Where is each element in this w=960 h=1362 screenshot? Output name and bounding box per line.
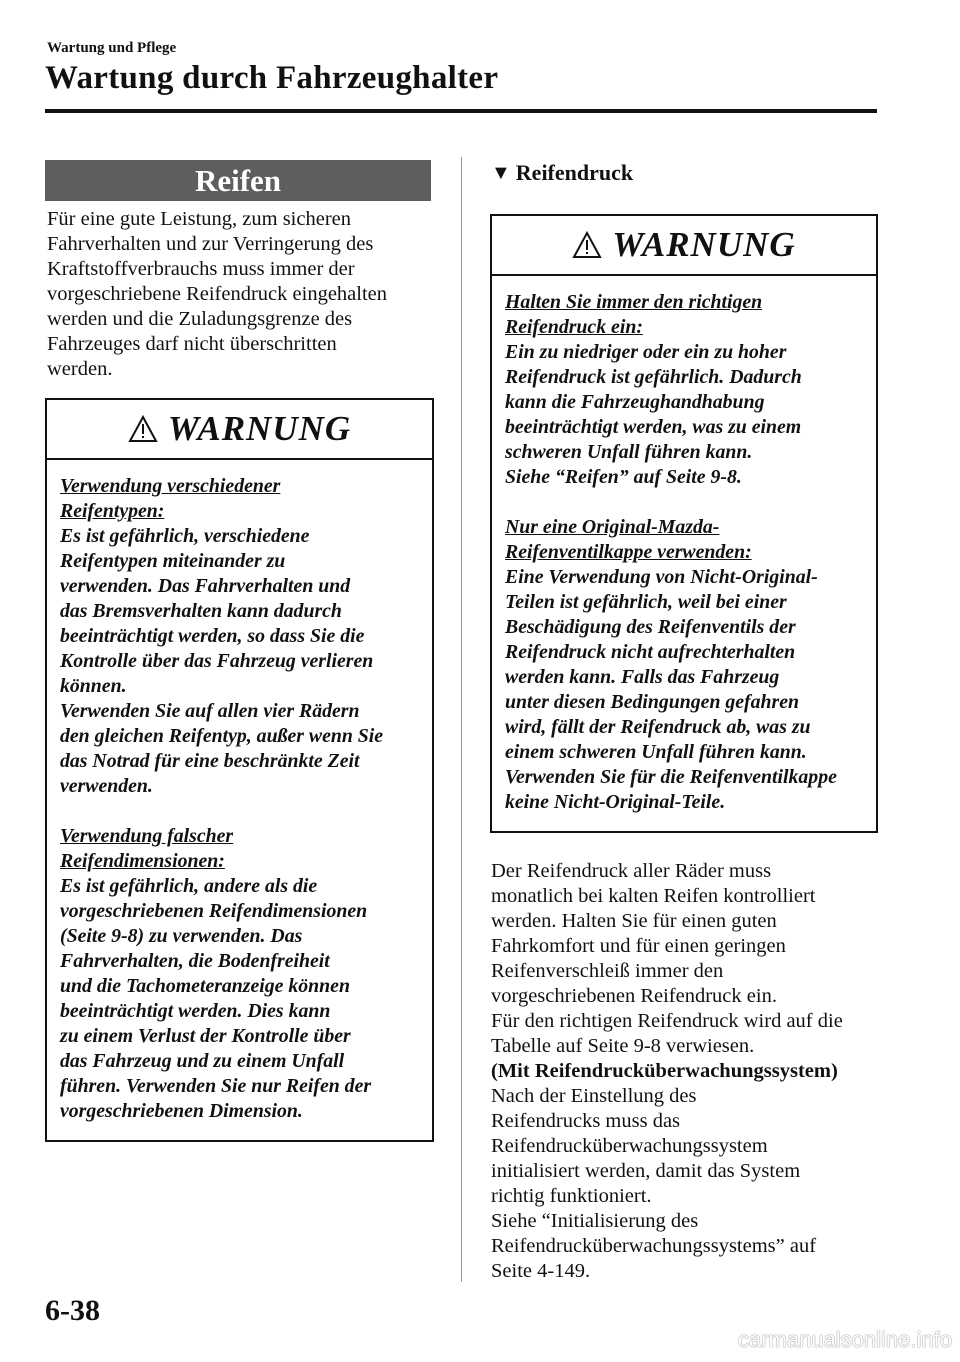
text-line: verwenden.	[60, 775, 153, 797]
text-line: das Notrad für eine beschränkte Zeit	[60, 750, 360, 772]
text-line: Tabelle auf Seite 9-8 verwiesen.	[491, 1035, 755, 1057]
text-line: Beschädigung des Reifenventils der	[505, 616, 796, 638]
text-line: werden und die Zuladungsgrenze des	[47, 308, 353, 330]
column-divider	[461, 157, 462, 1282]
text-line: (Seite 9-8) zu verwenden. Das	[60, 925, 303, 947]
text-line: Fahrverhalten und zur Verringerung des	[47, 233, 374, 255]
text-line: Für eine gute Leistung, zum sicheren	[47, 208, 351, 230]
warning-title: WARNUNG	[167, 409, 352, 448]
triangle-down-icon: ▼	[491, 161, 511, 184]
warning-paragraph	[60, 874, 422, 1124]
text-line: Es ist gefährlich, verschiedene	[60, 525, 310, 547]
tpms-heading: (Mit Reifendrucküberwachungssystem)	[491, 1060, 838, 1082]
warning-box-left	[45, 398, 434, 1142]
text-line: Reifendrucküberwachungssystem	[491, 1135, 768, 1157]
intro-paragraph	[47, 207, 433, 382]
text-line: und die Tachometeranzeige können	[60, 975, 350, 997]
text-line: Verwenden Sie für die Reifenventilkappe	[505, 766, 837, 788]
text-line: Fahrzeuges darf nicht überschritten	[47, 333, 337, 355]
text-line: führen. Verwenden Sie nur Reifen der	[60, 1075, 372, 1097]
text-line: initialisiert werden, damit das System	[491, 1160, 801, 1182]
section-label: Wartung und Pflege	[47, 40, 177, 56]
page-number: 6-38	[45, 1294, 100, 1327]
warning-subheading	[60, 824, 422, 874]
warning-body	[47, 460, 432, 1134]
text-line: Für den richtigen Reifendruck wird auf die	[491, 1010, 843, 1032]
text-line: vorgeschriebenen Reifendruck ein.	[491, 985, 777, 1007]
text-line: Reifendruck nicht aufrechterhalten	[505, 641, 796, 663]
text-line: verwenden. Das Fahrverhalten und	[60, 575, 351, 597]
section-heading-reifen: Reifen	[45, 160, 431, 201]
text-line: Reifendimensionen:	[60, 850, 225, 872]
text-line: Reifentypen miteinander zu	[60, 550, 286, 572]
tire-pressure-text	[491, 859, 881, 1284]
text-line: Fahrkomfort und für einen geringen	[491, 935, 786, 957]
text-line: Reifenventilkappe verwenden:	[505, 541, 752, 563]
text-line: Nach der Einstellung des	[491, 1085, 697, 1107]
text-line: Verwendung verschiedener	[60, 475, 281, 497]
text-line: das Fahrzeug und zu einem Unfall	[60, 1050, 345, 1072]
page-title: Wartung durch Fahrzeughalter	[45, 60, 499, 96]
text-line: vorgeschriebene Reifendruck eingehalten	[47, 283, 388, 305]
warning-title: WARNUNG	[612, 225, 796, 264]
warning-paragraph	[505, 565, 866, 815]
text-line: werden.	[47, 358, 113, 380]
text-line: Verwendung falscher	[60, 825, 234, 847]
text-line: Verwenden Sie auf allen vier Rädern	[60, 700, 360, 722]
subsection-heading	[491, 160, 633, 186]
warning-box-right	[490, 214, 878, 833]
text-line: den gleichen Reifentyp, außer wenn Sie	[60, 725, 384, 747]
body-paragraph	[491, 859, 881, 1059]
watermark: carmanualsonline.info	[737, 1327, 952, 1352]
warning-paragraph	[505, 340, 866, 490]
text-line: Reifenverschleiß immer den	[491, 960, 724, 982]
text-line: monatlich bei kalten Reifen kontrolliert	[491, 885, 816, 907]
text-line: Eine Verwendung von Nicht-Original-	[505, 566, 818, 588]
text-line: können.	[60, 675, 127, 697]
warning-subheading	[505, 290, 866, 340]
text-line: werden. Halten Sie für einen guten	[491, 910, 777, 932]
text-line: Seite 4-149.	[491, 1260, 591, 1282]
text-line: Reifendruck ein:	[505, 316, 643, 338]
warning-header	[492, 216, 876, 276]
text-line: keine Nicht-Original-Teile.	[505, 791, 726, 813]
text-line: Kraftstoffverbrauchs muss immer der	[47, 258, 355, 280]
text-line: einem schweren Unfall führen kann.	[505, 741, 807, 763]
text-line: Siehe “Reifen” auf Seite 9-8.	[505, 466, 742, 488]
text-line: Der Reifendruck aller Räder muss	[491, 860, 772, 882]
text-line: das Bremsverhalten kann dadurch	[60, 600, 342, 622]
text-line: Reifendrucks muss das	[491, 1110, 681, 1132]
warning-triangle-icon	[128, 415, 158, 443]
text-line: werden kann. Falls das Fahrzeug	[505, 666, 780, 688]
header-rule	[45, 109, 877, 113]
warning-subheading	[60, 474, 422, 524]
text-line: unter diesen Bedingungen gefahren	[505, 691, 800, 713]
text-line: Reifentypen:	[60, 500, 165, 522]
text-line: Fahrverhalten, die Bodenfreiheit	[60, 950, 330, 972]
text-line: Reifendrucküberwachungssystems” auf	[491, 1235, 817, 1257]
text-line: Reifendruck ist gefährlich. Dadurch	[505, 366, 802, 388]
text-line: schweren Unfall führen kann.	[505, 441, 753, 463]
text-line: Teilen ist gefährlich, weil bei einer	[505, 591, 787, 613]
subsection-title: Reifendruck	[515, 160, 634, 185]
text-line: beeinträchtigt werden. Dies kann	[60, 1000, 331, 1022]
warning-paragraph	[60, 524, 422, 799]
warning-body	[492, 276, 876, 825]
text-line: vorgeschriebenen Dimension.	[60, 1100, 303, 1122]
warning-triangle-icon	[572, 231, 602, 259]
text-line: wird, fällt der Reifendruck ab, was zu	[505, 716, 811, 738]
text-line: richtig funktioniert.	[491, 1185, 652, 1207]
warning-subheading	[505, 515, 866, 565]
warning-header	[47, 400, 432, 460]
text-line: kann die Fahrzeughandhabung	[505, 391, 765, 413]
text-line: Nur eine Original-Mazda-	[505, 516, 720, 538]
text-line: Es ist gefährlich, andere als die	[60, 875, 318, 897]
text-line: beeinträchtigt werden, so dass Sie die	[60, 625, 365, 647]
text-line: Halten Sie immer den richtigen	[505, 291, 763, 313]
text-line: Kontrolle über das Fahrzeug verlieren	[60, 650, 374, 672]
text-line: Ein zu niedriger oder ein zu hoher	[505, 341, 787, 363]
text-line: Siehe “Initialisierung des	[491, 1210, 699, 1232]
text-line: zu einem Verlust der Kontrolle über	[60, 1025, 351, 1047]
text-line: vorgeschriebenen Reifendimensionen	[60, 900, 368, 922]
text-line: beeinträchtigt werden, was zu einem	[505, 416, 802, 438]
body-paragraph	[491, 1084, 881, 1284]
